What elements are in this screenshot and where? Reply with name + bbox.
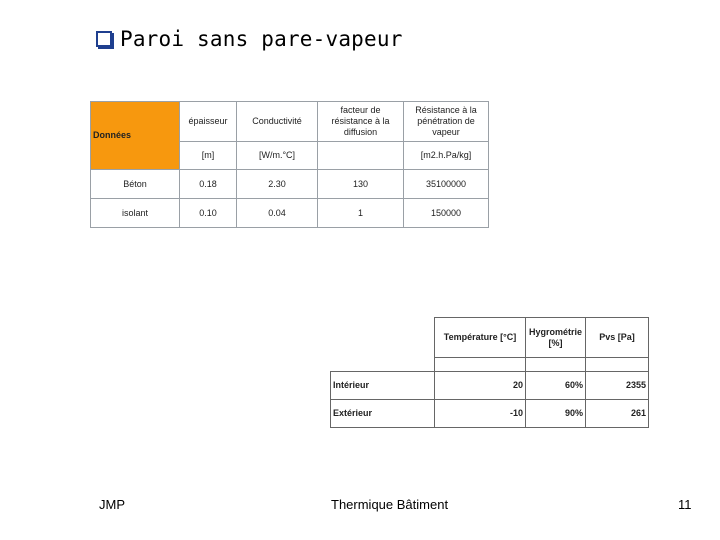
header-humidity: Hygrométrie [%] xyxy=(526,318,586,358)
table-row xyxy=(91,170,489,199)
spacer-cell xyxy=(526,358,586,372)
unit-vapour-resistance: [m2.h.Pa/kg] xyxy=(404,142,489,170)
header-pvs: Pvs [Pa] xyxy=(586,318,649,358)
cell-value: 0.18 xyxy=(180,170,237,199)
cell-value: 1 xyxy=(318,199,404,228)
cell-value: 0.10 xyxy=(180,199,237,228)
slide-title-text: Paroi sans pare-vapeur xyxy=(120,27,403,51)
footer-subject: Thermique Bâtiment xyxy=(331,497,449,512)
footer-page-number: 11 xyxy=(678,497,692,512)
cell-value: 90% xyxy=(526,400,586,428)
table-row xyxy=(331,400,649,428)
spacer-cell xyxy=(435,358,526,372)
cell-value: 150000 xyxy=(404,199,489,228)
header-conductivity: Conductivité xyxy=(237,102,318,142)
cell-value: 130 xyxy=(318,170,404,199)
table-row xyxy=(331,372,649,400)
header-temperature: Température [°C] xyxy=(435,318,526,358)
header-thickness: épaisseur xyxy=(180,102,237,142)
table-corner-label: Données xyxy=(91,102,180,170)
spacer-cell xyxy=(586,358,649,372)
cell-value: 0.04 xyxy=(237,199,318,228)
unit-diffusion-factor xyxy=(318,142,404,170)
cell-value: 60% xyxy=(526,372,586,400)
slide-title xyxy=(96,24,403,54)
row-label: Béton xyxy=(91,170,180,199)
table-row xyxy=(91,199,489,228)
cell-value: 20 xyxy=(435,372,526,400)
header-diffusion-factor: facteur de résistance à la diffusion xyxy=(318,102,404,142)
conditions-table xyxy=(330,317,649,428)
unit-thickness: [m] xyxy=(180,142,237,170)
footer-author: JMP xyxy=(99,497,125,512)
spacer-cell xyxy=(331,358,435,372)
unit-conductivity: [W/m.°C] xyxy=(237,142,318,170)
empty-corner xyxy=(331,318,435,358)
material-data-table xyxy=(90,101,489,228)
checkbox-bullet-icon xyxy=(96,31,112,47)
cell-value: -10 xyxy=(435,400,526,428)
row-label: Extérieur xyxy=(331,400,435,428)
cell-value: 261 xyxy=(586,400,649,428)
cell-value: 2.30 xyxy=(237,170,318,199)
row-label: isolant xyxy=(91,199,180,228)
cell-value: 35100000 xyxy=(404,170,489,199)
cell-value: 2355 xyxy=(586,372,649,400)
header-vapour-resistance: Résistance à la pénétration de vapeur xyxy=(404,102,489,142)
row-label: Intérieur xyxy=(331,372,435,400)
